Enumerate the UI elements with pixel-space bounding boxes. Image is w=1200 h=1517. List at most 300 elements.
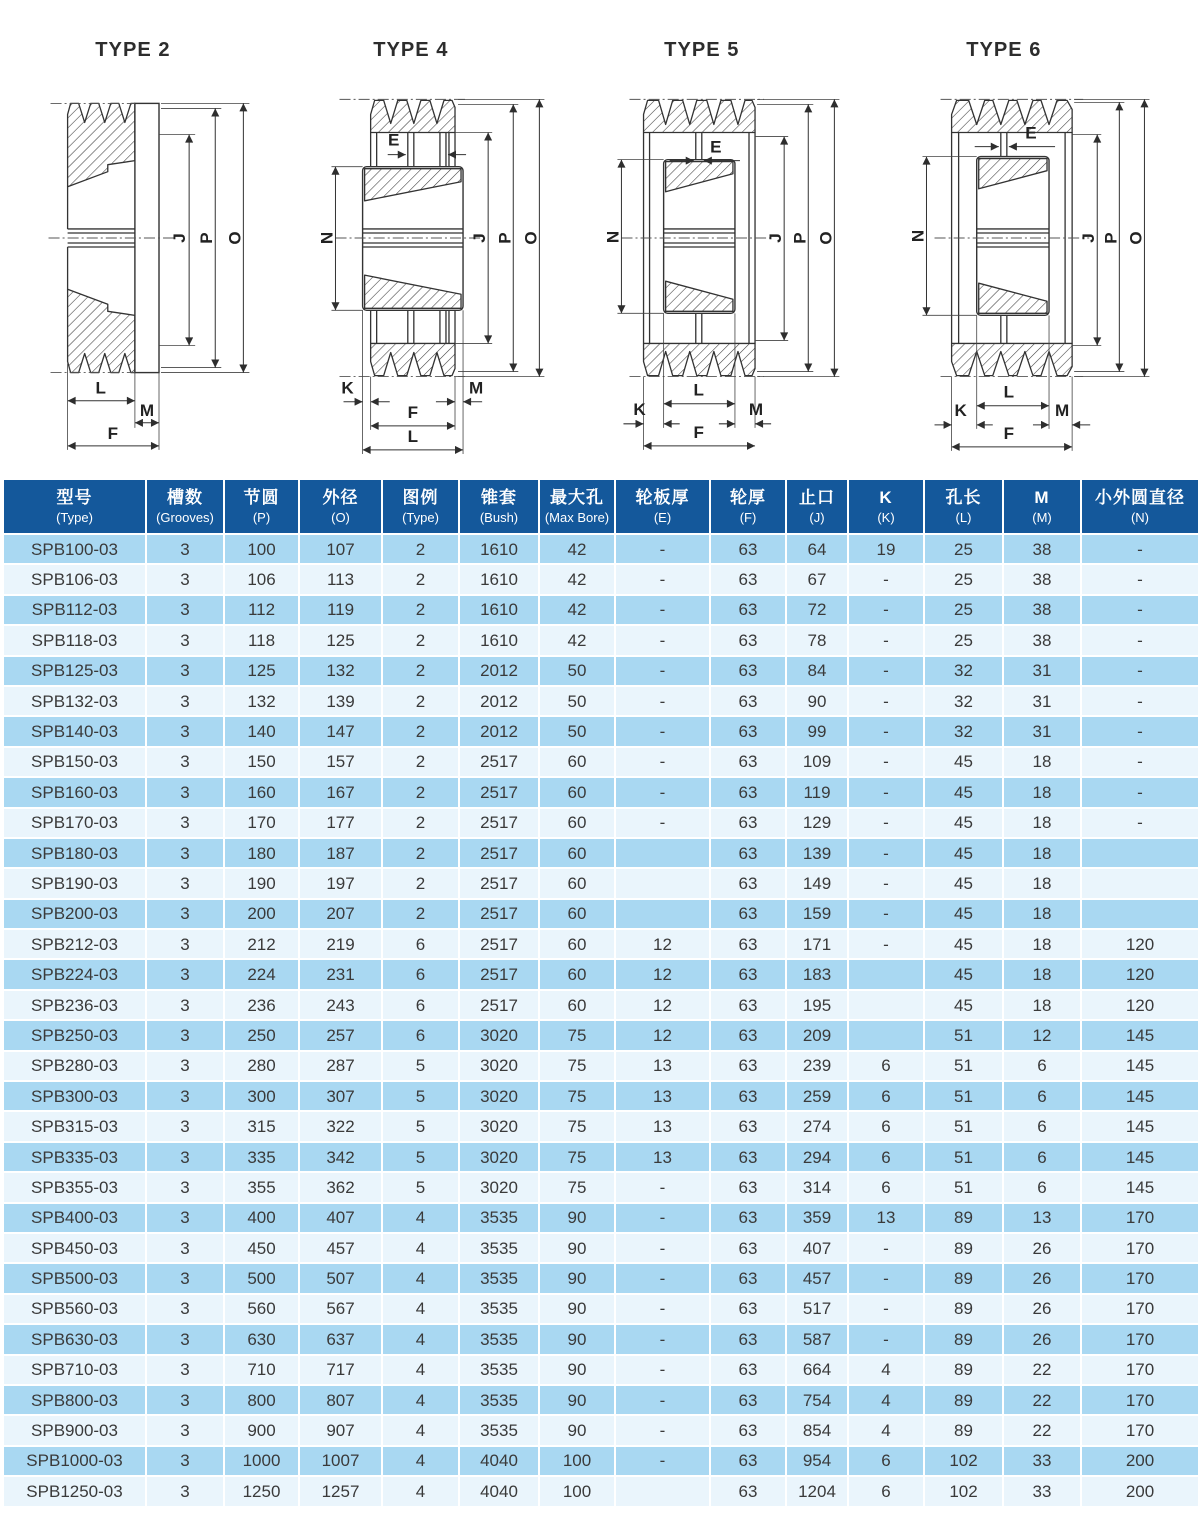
dim-label-f: F xyxy=(1003,423,1015,443)
table-cell: 63 xyxy=(710,747,786,777)
table-cell: 187 xyxy=(299,838,382,868)
table-cell: 45 xyxy=(924,868,1003,898)
table-cell: 170 xyxy=(1081,1355,1199,1385)
table-cell: 1007 xyxy=(299,1446,382,1476)
table-cell: 407 xyxy=(786,1233,848,1263)
table-cell: 19 xyxy=(848,534,924,564)
dim-label-p: P xyxy=(790,232,810,244)
table-cell: 200 xyxy=(1081,1476,1199,1506)
table-cell: SPB212-03 xyxy=(3,929,146,959)
table-cell: 89 xyxy=(924,1324,1003,1354)
table-cell: 231 xyxy=(299,959,382,989)
table-cell: 75 xyxy=(539,1172,615,1202)
table-cell: - xyxy=(848,838,924,868)
table-cell: SPB710-03 xyxy=(3,1355,146,1385)
table-cell: 2 xyxy=(382,656,459,686)
table-cell: 3 xyxy=(146,1446,224,1476)
table-cell: 102 xyxy=(924,1476,1003,1506)
table-cell: 132 xyxy=(299,656,382,686)
table-cell: 145 xyxy=(1081,1172,1199,1202)
table-row xyxy=(3,990,1199,1020)
table-row xyxy=(3,868,1199,898)
table-cell: 3020 xyxy=(459,1111,539,1141)
table-cell: 314 xyxy=(786,1172,848,1202)
table-cell: 90 xyxy=(786,686,848,716)
table-cell: 26 xyxy=(1003,1294,1081,1324)
table-cell: 4 xyxy=(382,1476,459,1506)
table-cell: 170 xyxy=(1081,1263,1199,1293)
table-cell xyxy=(615,1476,710,1506)
table-cell: 63 xyxy=(710,929,786,959)
table-cell: 355 xyxy=(224,1172,299,1202)
table-row xyxy=(3,747,1199,777)
table-cell: 171 xyxy=(786,929,848,959)
table-cell: 195 xyxy=(786,990,848,1020)
table-cell: - xyxy=(615,1294,710,1324)
table-cell: - xyxy=(615,1446,710,1476)
table-cell: 2517 xyxy=(459,899,539,929)
table-cell: 3535 xyxy=(459,1324,539,1354)
table-cell: 89 xyxy=(924,1263,1003,1293)
table-cell: 32 xyxy=(924,716,1003,746)
table-cell: 209 xyxy=(786,1020,848,1050)
table-cell: 102 xyxy=(924,1446,1003,1476)
table-cell: 63 xyxy=(710,1111,786,1141)
table-cell: 31 xyxy=(1003,656,1081,686)
table-cell: 4 xyxy=(848,1355,924,1385)
table-cell: 6 xyxy=(382,959,459,989)
table-cell: SPB355-03 xyxy=(3,1172,146,1202)
table-cell: SPB560-03 xyxy=(3,1294,146,1324)
table-cell: 50 xyxy=(539,716,615,746)
table-cell: 4 xyxy=(382,1415,459,1445)
table-cell: 63 xyxy=(710,1355,786,1385)
table-cell: 120 xyxy=(1081,990,1199,1020)
table-cell: SPB125-03 xyxy=(3,656,146,686)
table-cell: 2517 xyxy=(459,747,539,777)
table-cell: 90 xyxy=(539,1385,615,1415)
col-header-pitch: 节圆 (P) xyxy=(224,479,299,534)
table-cell: 157 xyxy=(299,747,382,777)
table-cell: 51 xyxy=(924,1142,1003,1172)
table-cell: - xyxy=(615,595,710,625)
dim-label-j: J xyxy=(469,233,489,243)
table-cell: 89 xyxy=(924,1385,1003,1415)
table-cell: SPB315-03 xyxy=(3,1111,146,1141)
table-cell: 51 xyxy=(924,1111,1003,1141)
table-cell: 362 xyxy=(299,1172,382,1202)
table-cell: 13 xyxy=(1003,1203,1081,1233)
table-cell: 2 xyxy=(382,808,459,838)
table-cell: 18 xyxy=(1003,929,1081,959)
table-cell: 3 xyxy=(146,1111,224,1141)
table-cell: 100 xyxy=(539,1446,615,1476)
spec-table-body xyxy=(3,534,1199,1507)
table-cell: - xyxy=(848,564,924,594)
table-cell: 167 xyxy=(299,777,382,807)
table-cell xyxy=(848,1020,924,1050)
table-cell: SPB100-03 xyxy=(3,534,146,564)
dim-label-e: E xyxy=(710,137,722,157)
table-cell: 18 xyxy=(1003,838,1081,868)
table-cell: 4040 xyxy=(459,1476,539,1506)
table-cell: 75 xyxy=(539,1111,615,1141)
table-cell: 212 xyxy=(224,929,299,959)
table-cell: 63 xyxy=(710,686,786,716)
table-cell: 190 xyxy=(224,868,299,898)
table-cell: 2012 xyxy=(459,656,539,686)
table-cell: 2 xyxy=(382,625,459,655)
col-header-maxbore: 最大孔 (Max Bore) xyxy=(539,479,615,534)
table-cell: 2 xyxy=(382,686,459,716)
table-cell: SPB112-03 xyxy=(3,595,146,625)
table-row xyxy=(3,1051,1199,1081)
table-cell: 2517 xyxy=(459,929,539,959)
col-header-n: 小外圆直径 (N) xyxy=(1081,479,1199,534)
table-cell xyxy=(848,959,924,989)
table-cell: 3 xyxy=(146,1294,224,1324)
table-cell: 1250 xyxy=(224,1476,299,1506)
table-cell: SPB630-03 xyxy=(3,1324,146,1354)
table-cell: 287 xyxy=(299,1051,382,1081)
table-cell: 300 xyxy=(224,1081,299,1111)
table-cell xyxy=(848,990,924,1020)
table-cell: 120 xyxy=(1081,929,1199,959)
table-cell: 567 xyxy=(299,1294,382,1324)
table-cell: 6 xyxy=(848,1446,924,1476)
col-header-f: 轮厚 (F) xyxy=(710,479,786,534)
table-cell: 4 xyxy=(382,1263,459,1293)
table-cell: 63 xyxy=(710,1324,786,1354)
table-cell: 60 xyxy=(539,838,615,868)
table-cell: 99 xyxy=(786,716,848,746)
table-cell: 710 xyxy=(224,1355,299,1385)
table-cell: 31 xyxy=(1003,716,1081,746)
table-cell: SPB160-03 xyxy=(3,777,146,807)
table-row xyxy=(3,595,1199,625)
table-cell: 139 xyxy=(299,686,382,716)
table-cell: 63 xyxy=(710,1446,786,1476)
table-cell: 18 xyxy=(1003,899,1081,929)
table-cell: 1000 xyxy=(224,1446,299,1476)
table-cell: 335 xyxy=(224,1142,299,1172)
table-cell: 51 xyxy=(924,1172,1003,1202)
table-cell: 3 xyxy=(146,534,224,564)
table-cell: 177 xyxy=(299,808,382,838)
table-row xyxy=(3,1203,1199,1233)
col-header-e: 轮板厚 (E) xyxy=(615,479,710,534)
dim-label-o: O xyxy=(225,231,245,245)
table-cell: 5 xyxy=(382,1172,459,1202)
table-cell: 2517 xyxy=(459,777,539,807)
table-cell: 954 xyxy=(786,1446,848,1476)
diagram-title: TYPE 4 xyxy=(372,39,449,62)
dim-label-j: J xyxy=(170,233,190,243)
table-cell: 38 xyxy=(1003,534,1081,564)
table-cell: 6 xyxy=(848,1111,924,1141)
table-cell: 6 xyxy=(1003,1142,1081,1172)
dim-label-m: M xyxy=(749,399,764,419)
table-cell: 4 xyxy=(382,1385,459,1415)
table-cell: - xyxy=(848,777,924,807)
table-cell: 5 xyxy=(382,1081,459,1111)
table-cell: - xyxy=(848,1233,924,1263)
table-cell: 2 xyxy=(382,777,459,807)
table-cell: 3 xyxy=(146,716,224,746)
table-cell: 3 xyxy=(146,1142,224,1172)
col-header-grooves: 槽数 (Grooves) xyxy=(146,479,224,534)
col-header-od: 外径 (O) xyxy=(299,479,382,534)
table-cell: 5 xyxy=(382,1111,459,1141)
table-cell: 1610 xyxy=(459,564,539,594)
table-cell: 64 xyxy=(786,534,848,564)
table-cell: SPB1250-03 xyxy=(3,1476,146,1506)
table-cell: 26 xyxy=(1003,1324,1081,1354)
table-cell: 89 xyxy=(924,1203,1003,1233)
table-cell: 907 xyxy=(299,1415,382,1445)
table-cell: 197 xyxy=(299,868,382,898)
table-cell: 63 xyxy=(710,1263,786,1293)
table-cell: 3 xyxy=(146,564,224,594)
table-row xyxy=(3,656,1199,686)
table-row xyxy=(3,777,1199,807)
table-cell: 754 xyxy=(786,1385,848,1415)
dim-label-m: M xyxy=(139,400,155,420)
table-cell: 12 xyxy=(615,1020,710,1050)
table-cell: 2 xyxy=(382,595,459,625)
table-cell: 224 xyxy=(224,959,299,989)
table-cell: 3 xyxy=(146,1081,224,1111)
table-cell: 3 xyxy=(146,1324,224,1354)
table-cell: 63 xyxy=(710,1051,786,1081)
table-cell: 60 xyxy=(539,777,615,807)
table-cell: 3 xyxy=(146,595,224,625)
spec-table-header xyxy=(3,479,1199,534)
table-cell: 107 xyxy=(299,534,382,564)
table-cell: 63 xyxy=(710,1020,786,1050)
table-cell: 3020 xyxy=(459,1142,539,1172)
table-cell xyxy=(1081,868,1199,898)
table-cell: 4 xyxy=(382,1233,459,1263)
dim-label-l: L xyxy=(1003,382,1015,402)
table-cell: 3 xyxy=(146,929,224,959)
table-row xyxy=(3,899,1199,929)
table-cell: 6 xyxy=(848,1081,924,1111)
dim-label-o: O xyxy=(521,231,541,245)
table-cell: 63 xyxy=(710,1476,786,1506)
dim-label-l: L xyxy=(95,378,106,398)
table-cell: 18 xyxy=(1003,959,1081,989)
table-cell: 75 xyxy=(539,1051,615,1081)
table-cell: 219 xyxy=(299,929,382,959)
table-cell: 25 xyxy=(924,564,1003,594)
pulley-drawing-type-6 xyxy=(896,14,1188,466)
table-cell: 2 xyxy=(382,899,459,929)
table-cell: 1257 xyxy=(299,1476,382,1506)
table-row xyxy=(3,564,1199,594)
table-cell: 3 xyxy=(146,838,224,868)
table-cell: - xyxy=(615,1263,710,1293)
table-cell: SPB236-03 xyxy=(3,990,146,1020)
dim-label-j: J xyxy=(1079,233,1099,243)
table-cell: SPB1000-03 xyxy=(3,1446,146,1476)
table-cell: 3 xyxy=(146,1172,224,1202)
table-cell: 50 xyxy=(539,686,615,716)
table-cell: 3 xyxy=(146,625,224,655)
table-cell: - xyxy=(1081,777,1199,807)
pulley-diagram-type-6 xyxy=(896,14,1188,466)
table-cell: 150 xyxy=(224,747,299,777)
table-cell: 31 xyxy=(1003,686,1081,716)
table-cell: 3535 xyxy=(459,1263,539,1293)
table-cell: 50 xyxy=(539,656,615,686)
table-row xyxy=(3,838,1199,868)
table-cell: 45 xyxy=(924,808,1003,838)
table-cell: 664 xyxy=(786,1355,848,1385)
table-cell: 84 xyxy=(786,656,848,686)
table-cell: 1204 xyxy=(786,1476,848,1506)
table-cell: - xyxy=(615,656,710,686)
table-cell: 51 xyxy=(924,1051,1003,1081)
table-cell: 250 xyxy=(224,1020,299,1050)
table-cell: 3 xyxy=(146,808,224,838)
table-row xyxy=(3,1294,1199,1324)
table-cell: 78 xyxy=(786,625,848,655)
table-cell: 100 xyxy=(539,1476,615,1506)
table-cell: 170 xyxy=(1081,1294,1199,1324)
table-cell: - xyxy=(848,747,924,777)
table-cell: 38 xyxy=(1003,595,1081,625)
table-cell: 3535 xyxy=(459,1415,539,1445)
table-cell: 109 xyxy=(786,747,848,777)
table-cell: 3535 xyxy=(459,1233,539,1263)
table-cell: 4 xyxy=(848,1415,924,1445)
table-cell: 63 xyxy=(710,1233,786,1263)
table-cell: 42 xyxy=(539,625,615,655)
dim-label-k: K xyxy=(341,378,354,398)
table-cell: 42 xyxy=(539,534,615,564)
table-cell: 500 xyxy=(224,1263,299,1293)
table-cell: 6 xyxy=(1003,1111,1081,1141)
table-cell: 200 xyxy=(224,899,299,929)
table-cell: 3 xyxy=(146,899,224,929)
table-cell: - xyxy=(848,929,924,959)
table-cell: 457 xyxy=(299,1233,382,1263)
table-cell: SPB118-03 xyxy=(3,625,146,655)
table-cell: 3535 xyxy=(459,1385,539,1415)
table-cell: 1610 xyxy=(459,534,539,564)
table-cell: 3 xyxy=(146,1476,224,1506)
table-cell: 3 xyxy=(146,1385,224,1415)
dim-label-f: F xyxy=(407,402,418,422)
table-cell: 89 xyxy=(924,1355,1003,1385)
table-cell: SPB500-03 xyxy=(3,1263,146,1293)
table-cell: 38 xyxy=(1003,625,1081,655)
table-cell: 13 xyxy=(848,1203,924,1233)
table-cell: - xyxy=(1081,625,1199,655)
table-cell: 60 xyxy=(539,868,615,898)
table-cell: 170 xyxy=(224,808,299,838)
table-cell: - xyxy=(615,625,710,655)
pulley-drawing-type-5 xyxy=(601,14,893,466)
table-cell: 159 xyxy=(786,899,848,929)
table-cell: 2 xyxy=(382,564,459,594)
table-cell: 18 xyxy=(1003,747,1081,777)
table-cell: 359 xyxy=(786,1203,848,1233)
table-row xyxy=(3,1081,1199,1111)
table-cell: 63 xyxy=(710,564,786,594)
table-row xyxy=(3,534,1199,564)
table-cell: 3 xyxy=(146,868,224,898)
table-cell: 170 xyxy=(1081,1233,1199,1263)
table-cell: 3 xyxy=(146,959,224,989)
dim-label-j: J xyxy=(766,233,786,243)
table-cell: 294 xyxy=(786,1142,848,1172)
table-cell: 63 xyxy=(710,1385,786,1415)
table-cell: - xyxy=(1081,534,1199,564)
table-cell: 63 xyxy=(710,868,786,898)
table-cell: - xyxy=(1081,564,1199,594)
table-cell: 3020 xyxy=(459,1081,539,1111)
diagram-title: TYPE 6 xyxy=(966,39,1042,62)
dim-label-m: M xyxy=(1054,400,1070,420)
table-cell: 239 xyxy=(786,1051,848,1081)
table-cell: 18 xyxy=(1003,777,1081,807)
table-cell: - xyxy=(1081,686,1199,716)
table-cell: 63 xyxy=(710,777,786,807)
spec-table xyxy=(2,478,1200,1508)
table-cell: 5 xyxy=(382,1051,459,1081)
table-cell: - xyxy=(1081,747,1199,777)
table-cell: 63 xyxy=(710,716,786,746)
table-row xyxy=(3,1476,1199,1506)
table-cell: 63 xyxy=(710,1415,786,1445)
table-cell: SPB250-03 xyxy=(3,1020,146,1050)
table-cell: 25 xyxy=(924,534,1003,564)
table-cell: 63 xyxy=(710,1172,786,1202)
table-cell: SPB300-03 xyxy=(3,1081,146,1111)
table-cell: 13 xyxy=(615,1051,710,1081)
table-cell: 18 xyxy=(1003,990,1081,1020)
table-cell: 2012 xyxy=(459,716,539,746)
table-cell: 630 xyxy=(224,1324,299,1354)
table-cell: 6 xyxy=(1003,1172,1081,1202)
table-cell: 63 xyxy=(710,534,786,564)
table-cell: 854 xyxy=(786,1415,848,1445)
dim-label-p: P xyxy=(1101,232,1121,244)
table-cell: 6 xyxy=(1003,1051,1081,1081)
table-cell: 259 xyxy=(786,1081,848,1111)
table-cell: 72 xyxy=(786,595,848,625)
table-cell: 63 xyxy=(710,990,786,1020)
table-cell: 63 xyxy=(710,959,786,989)
table-cell: 63 xyxy=(710,1142,786,1172)
table-cell: 89 xyxy=(924,1415,1003,1445)
table-cell: 38 xyxy=(1003,564,1081,594)
table-cell: 307 xyxy=(299,1081,382,1111)
table-row xyxy=(3,959,1199,989)
table-cell: 147 xyxy=(299,716,382,746)
table-cell: 3020 xyxy=(459,1172,539,1202)
table-cell: 63 xyxy=(710,595,786,625)
table-cell: - xyxy=(615,1233,710,1263)
table-row xyxy=(3,1233,1199,1263)
table-cell: - xyxy=(615,1172,710,1202)
table-row xyxy=(3,1263,1199,1293)
table-cell: 63 xyxy=(710,838,786,868)
table-cell: 2 xyxy=(382,838,459,868)
table-cell: - xyxy=(848,1294,924,1324)
